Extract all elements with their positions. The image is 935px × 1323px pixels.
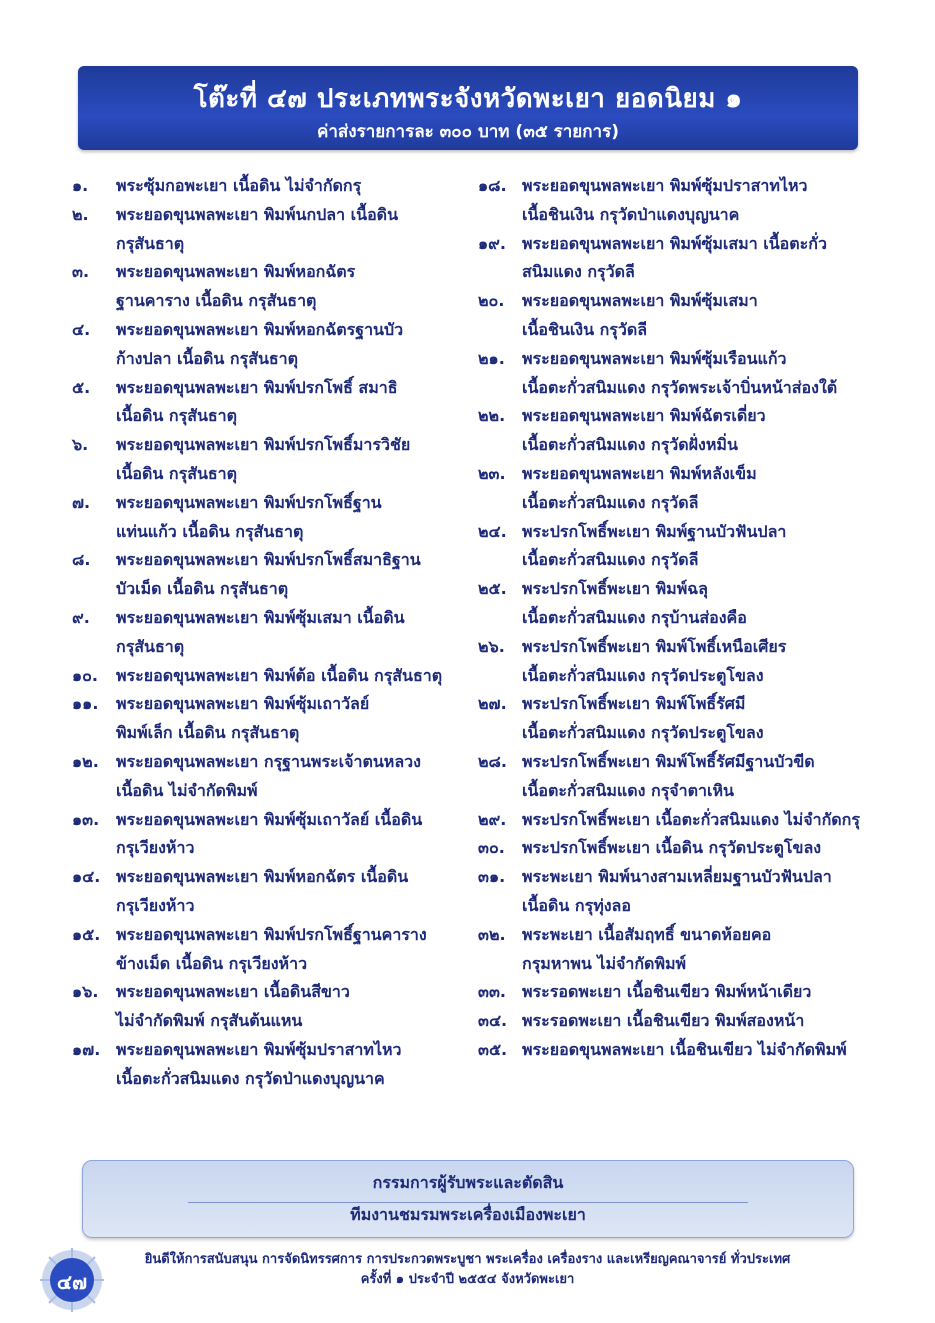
list-item (478, 978, 878, 1007)
item-text: พระยอดขุนพลพะเยา พิมพ์หอกฉัตรฐานบัว ก้างปลา เนื้อดิน กรุสันธาตุ (116, 319, 404, 368)
list-item (478, 690, 878, 748)
list-item (478, 402, 878, 460)
list-item (478, 575, 878, 633)
list-item (72, 806, 472, 864)
item-text: พระยอดขุนพลพะเยา พิมพ์ซุ้มเถาวัลย์ พิมพ์เล็ก เนื้อดิน กรุสันธาตุ (116, 694, 370, 743)
item-text: พระยอดขุนพลพะเยา เนื้อดินสีขาว ไม่จำกัดพิมพ์ กรุสันต้นแหน (116, 982, 350, 1031)
item-number: ๓๒. (478, 924, 506, 944)
item-number: ๒๕. (478, 579, 507, 599)
item-text: พระยอดขุนพลพะเยา พิมพ์ซุ้มปราสาทไหว เนื้อชินเงิน กรุวัดป่าแดงบุญนาค (522, 176, 808, 224)
item-text: พระยอดขุนพลพะเยา พิมพ์ซุ้มเสมา เนื้อดิน กรุสันธาตุ (116, 607, 405, 656)
list-item (478, 863, 878, 921)
list-item (72, 172, 472, 201)
item-text: พระยอดขุนพลพะเยา พิมพ์ฉัตรเดี่ยว เนื้อตะกั่วสนิมแดง กรุวัดฝั่งหมิ่น (522, 406, 766, 455)
item-number: ๔. (72, 319, 91, 339)
item-number: ๖. (72, 435, 89, 455)
item-number: ๒. (72, 204, 89, 224)
list-item (478, 748, 878, 806)
item-text: พระปรกโพธิ์พะเยา พิมพ์โพธิ์รัศมี เนื้อตะกั่วสนิมแดง กรุวัดประตูโขลง (522, 694, 764, 743)
item-text: พระยอดขุนพลพะเยา กรุฐานพระเจ้าตนหลวง เนื้อดิน ไม่จำกัดพิมพ์ (116, 751, 421, 800)
list-item (478, 1036, 878, 1065)
item-number: ๒๑. (478, 348, 505, 368)
item-text: พระยอดขุนพลพะเยา พิมพ์ซุ้มเถาวัลย์ เนื้อดิน กรุเวียงห้าว (116, 809, 423, 858)
item-text: พระพะเยา เนื้อสัมฤทธิ์ ขนาดห้อยคอ กรุมหาพน ไม่จำกัดพิมพ์ (522, 924, 772, 973)
committee-box (82, 1160, 854, 1238)
item-number: ๑. (72, 176, 89, 195)
item-number: ๒๘. (478, 751, 507, 771)
committee-label: กรรมการผู้รับพระและตัดสิน (83, 1171, 853, 1203)
item-number: ๓๐. (478, 838, 505, 858)
item-number: ๑๓. (72, 809, 100, 829)
item-number: ๑๘. (478, 176, 507, 195)
list-item (72, 690, 472, 748)
list-item (478, 921, 878, 979)
item-text: พระยอดขุนพลพะเยา พิมพ์ปรกโพธิ์ฐานคาราง ข้างเม็ด เนื้อดิน กรุเวียงห้าว (116, 924, 427, 973)
list-item (72, 1036, 472, 1094)
list-item (72, 662, 472, 691)
list-item (72, 258, 472, 316)
page-subtitle: ค่าส่งรายการละ ๓๐๐ บาท (๓๕ รายการ) (317, 122, 619, 142)
item-number: ๗. (72, 492, 91, 512)
item-number: ๘. (72, 550, 91, 570)
list-item (478, 518, 878, 576)
table-header-banner (78, 66, 858, 150)
item-number: ๑๕. (72, 924, 101, 944)
item-number: ๓๑. (478, 867, 506, 887)
page-number: ๔๗ (56, 1270, 88, 1294)
item-text: พระปรกโพธิ์พะเยา พิมพ์ฉลุ เนื้อตะกั่วสนิมแดง กรุบ้านส่องคือ (522, 579, 747, 627)
list-item (72, 546, 472, 604)
item-number: ๑๗. (72, 1039, 101, 1059)
list-item (478, 806, 878, 835)
list-item (478, 230, 878, 288)
item-text: พระยอดขุนพลพะเยา พิมพ์ซุ้มเสมา เนื้อตะกั่ว สนิมแดง กรุวัดลี (522, 233, 827, 282)
footer-note-line1: ยินดีให้การสนับสนุน การจัดนิทรรศการ การประกวดพระบูชา พระเครื่อง เครื่องราง และเหรียญคณาจารย์ ทั่วประเทศ (144, 1252, 791, 1267)
list-item (478, 172, 878, 230)
item-text: พระรอดพะเยา เนื้อชินเขียว พิมพ์สองหน้า (522, 1011, 805, 1031)
item-number: ๒๗. (478, 694, 507, 714)
item-number: ๓๕. (478, 1039, 508, 1059)
list-item (72, 374, 472, 432)
item-text: พระปรกโพธิ์พะเยา พิมพ์โพธิ์เหนือเศียร เนื้อตะกั่วสนิมแดง กรุวัดประตูโขลง (522, 636, 787, 685)
list-item (478, 345, 878, 403)
item-text: พระยอดขุนพลพะเยา พิมพ์ปรกโพธิ์สมาธิฐาน บัวเม็ด เนื้อดิน กรุสันธาตุ (116, 550, 421, 599)
item-number: ๒๒. (478, 406, 506, 426)
item-text: พระยอดขุนพลพะเยา พิมพ์ปรกโพธิ์ฐาน แท่นแก้ว เนื้อดิน กรุสันธาตุ (116, 492, 382, 541)
list-item (72, 604, 472, 662)
item-number: ๑๔. (72, 867, 101, 887)
item-number: ๑๐. (72, 665, 98, 685)
list-item (72, 921, 472, 979)
item-number: ๑๒. (72, 751, 99, 771)
item-text: พระปรกโพธิ์พะเยา เนื้อตะกั่วสนิมแดง ไม่จำกัดกรุ (522, 809, 860, 829)
list-item (72, 748, 472, 806)
item-text: พระยอดขุนพลพะเยา พิมพ์ปรกโพธิ์มารวิชัย เนื้อดิน กรุสันธาตุ (116, 435, 411, 483)
item-text: พระยอดขุนพลพะเยา พิมพ์ปรกโพธิ์ สมาธิ เนื้อดิน กรุสันธาตุ (116, 377, 398, 426)
item-number: ๙. (72, 607, 90, 627)
item-number: ๒๓. (478, 463, 506, 483)
item-number: ๓. (72, 262, 90, 282)
item-number: ๒๔. (478, 521, 507, 541)
right-item-list (478, 172, 878, 1065)
left-item-list (72, 172, 472, 1094)
list-item (72, 316, 472, 374)
item-text: พระพะเยา พิมพ์นางสามเหลี่ยมฐานบัวฟันปลา เนื้อดิน กรุทุ่งลอ (522, 867, 832, 915)
item-text: พระซุ้มกอพะเยา เนื้อดิน ไม่จำกัดกรุ (116, 176, 362, 195)
list-item (478, 633, 878, 691)
list-item (72, 863, 472, 921)
list-item (72, 201, 472, 259)
item-number: ๒๐. (478, 291, 505, 311)
item-text: พระยอดขุนพลพะเยา พิมพ์ซุ้มเสมา เนื้อชินเงิน กรุวัดลี (522, 291, 758, 339)
item-text: พระยอดขุนพลพะเยา พิมพ์นกปลา เนื้อดิน กรุสันธาตุ (116, 204, 398, 253)
footer-note-line2: ครั้งที่ ๑ ประจำปี ๒๕๕๔ จังหวัดพะเยา (360, 1272, 575, 1287)
list-item (72, 978, 472, 1036)
list-item (72, 489, 472, 547)
item-text: พระปรกโพธิ์พะเยา พิมพ์ฐานบัวฟันปลา เนื้อตะกั่วสนิมแดง กรุวัดลี (522, 521, 787, 570)
item-text: พระยอดขุนพลพะเยา พิมพ์หลังเข็ม เนื้อตะกั่วสนิมแดง กรุวัดลี (522, 463, 757, 512)
item-text: พระยอดขุนพลพะเยา พิมพ์ต้อ เนื้อดิน กรุสันธาตุ (116, 665, 443, 685)
item-number: ๑๙. (478, 233, 506, 253)
item-number: ๑๑. (72, 694, 99, 714)
item-number: ๒๖. (478, 636, 505, 656)
item-text: พระยอดขุนพลพะเยา พิมพ์ซุ้มเรือนแก้ว เนื้อตะกั่วสนิมแดง กรุวัดพระเจ้าบิ่นหน้าส่องใต้ (522, 348, 838, 397)
item-number: ๕. (72, 377, 91, 397)
item-number: ๑๖. (72, 982, 99, 1002)
list-item (478, 834, 878, 863)
list-item (478, 287, 878, 345)
item-number: ๒๙. (478, 809, 507, 829)
committee-team: ทีมงานชมรมพระเครื่องเมืองพะเยา (350, 1205, 586, 1224)
item-text: พระปรกโพธิ์พะเยา เนื้อดิน กรุวัดประตูโขลง (522, 838, 822, 858)
item-text: พระยอดขุนพลพะเยา พิมพ์หอกฉัตร ฐานคาราง เนื้อดิน กรุสันธาตุ (116, 262, 356, 311)
page-title: โต๊ะที่ ๔๗ ประเภทพระจังหวัดพะเยา ยอดนิยม ๑ (193, 84, 743, 114)
item-text: พระยอดขุนพลพะเยา พิมพ์หอกฉัตร เนื้อดิน กรุเวียงห้าว (116, 867, 409, 915)
list-item (72, 431, 472, 489)
list-item (478, 460, 878, 518)
item-text: พระรอดพะเยา เนื้อชินเขียว พิมพ์หน้าเดียว (522, 982, 812, 1002)
item-text: พระยอดขุนพลพะเยา เนื้อชินเขียว ไม่จำกัดพิมพ์ (522, 1039, 847, 1059)
item-number: ๓๓. (478, 982, 506, 1002)
item-text: พระยอดขุนพลพะเยา พิมพ์ซุ้มปราสาทไหว เนื้อตะกั่วสนิมแดง กรุวัดป่าแดงบุญนาค (116, 1039, 402, 1088)
item-text: พระปรกโพธิ์พะเยา พิมพ์โพธิ์รัศมีฐานบัวขีด เนื้อตะกั่วสนิมแดง กรุจำตาเหิน (522, 751, 815, 800)
item-number: ๓๔. (478, 1011, 508, 1031)
list-item (478, 1007, 878, 1036)
